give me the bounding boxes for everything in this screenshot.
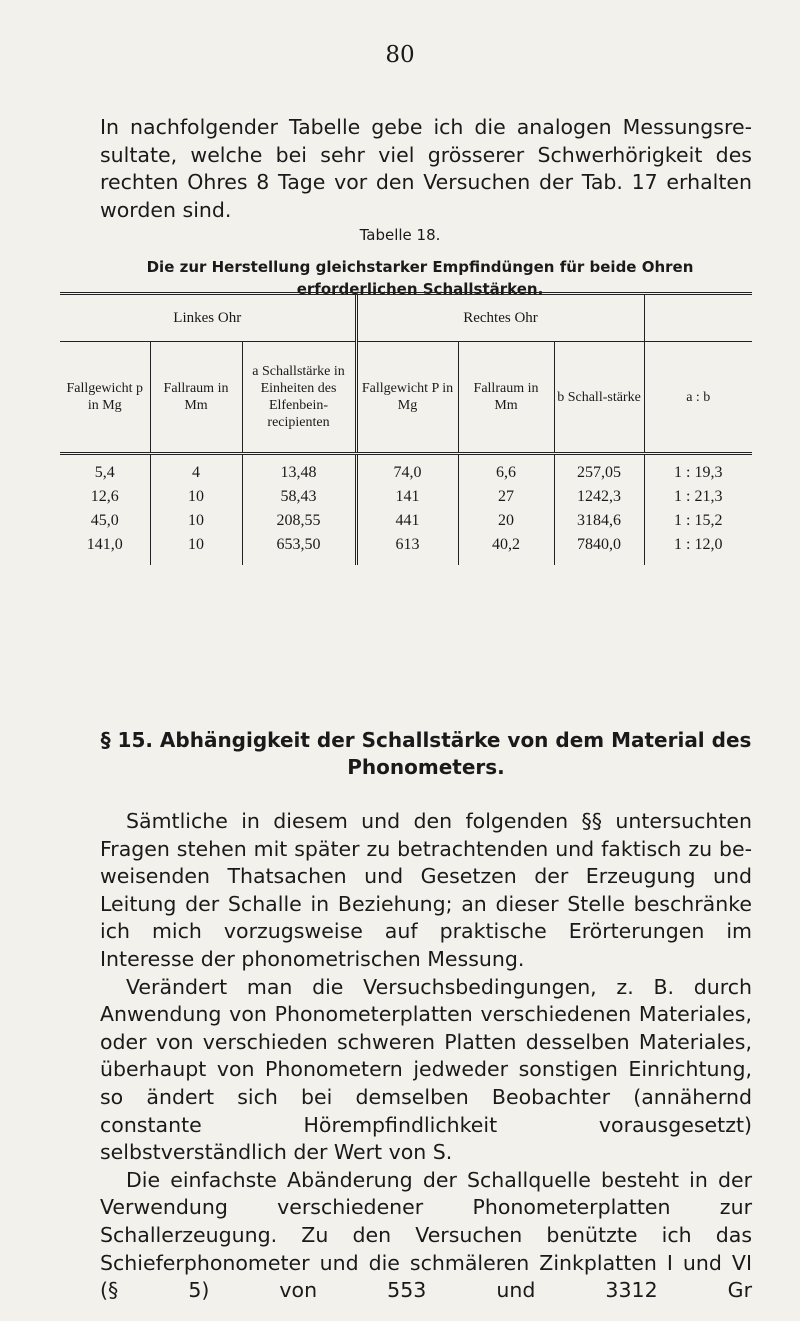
body-paragraph: Verändert man die Versuchsbedingungen, z. B. durch Anwendung von Phonometerplatten verschiedenen Materiales, oder von verschieden schweren Platten desselben Materiales, überhaupt von Phonometern jedweder sonstigen Einrichtung, so ändert sich bei demselben Beobachter (annähernd constante Hörempfindlichkeit vorausgesetzt) selbstverständlich der Wert von S.	[100, 974, 752, 1165]
table-cell: 257,05	[554, 454, 644, 486]
data-table	[60, 292, 752, 565]
body-paragraph: Sämtliche in diesem und den folgenden §§ untersuchten Fragen stehen mit später zu betrachtenden und faktisch zu beweisenden Thatsachen und Gesetzen der Erzeugung und Leitung der Schalle in Beziehung; an dieser Stelle beschränke ich mich vorzugsweise auf praktische Erörterungen im Interesse der phonometrischen Messung.	[100, 809, 752, 971]
column-header: a Schallstärke in Einheiten des Elfenbein-recipienten	[242, 342, 356, 454]
table-caption: Die zur Herstellung gleichstarker Empfindüngen für beide Ohren erforderlichen Schallstärken.	[146, 258, 694, 298]
table-cell: 74,0	[356, 454, 458, 486]
table-cell: 1 : 21,3	[644, 485, 752, 509]
table-cell: 1242,3	[554, 485, 644, 509]
table-cell: 10	[150, 485, 242, 509]
column-header: a : b	[644, 342, 752, 454]
table-cell: 1 : 12,0	[644, 533, 752, 565]
page-number: 80	[385, 42, 415, 68]
column-header: Fallraum in Mm	[458, 342, 554, 454]
table-cell: 1 : 19,3	[644, 454, 752, 486]
table-cell: 653,50	[242, 533, 356, 565]
table-row	[60, 509, 752, 533]
column-header: b Schall-stärke	[554, 342, 644, 454]
table-cell: 45,0	[90, 512, 119, 529]
section-heading: § 15. Abhängigkeit der Schallstärke von dem Material des Phonometers.	[100, 728, 752, 779]
table-cell: 6,6	[458, 454, 554, 486]
table-cell: 58,43	[242, 485, 356, 509]
table-cell: 20	[458, 509, 554, 533]
table-cell: 613	[356, 533, 458, 565]
table-cell: 13,48	[242, 454, 356, 486]
table-label: Tabelle 18.	[359, 226, 441, 244]
group-header-empty	[644, 294, 752, 342]
table-cell: 3184,6	[554, 509, 644, 533]
column-header: Fallgewicht P in Mg	[356, 342, 458, 454]
table-row	[60, 533, 752, 565]
table-cell: 5,4	[94, 464, 115, 481]
table-cell: 441	[356, 509, 458, 533]
table-row	[60, 485, 752, 509]
table-cell: 7840,0	[554, 533, 644, 565]
table-cell: 40,2	[458, 533, 554, 565]
table-row	[60, 454, 752, 486]
group-header-left-ear: Linkes Ohr	[60, 294, 356, 342]
table-cell: 4	[150, 454, 242, 486]
data-table-container	[60, 292, 752, 565]
table-cell: 12,6	[90, 488, 119, 505]
table-cell: 1 : 15,2	[644, 509, 752, 533]
table-cell: 141	[356, 485, 458, 509]
table-group-header-row	[60, 294, 752, 342]
body-text	[100, 808, 752, 1305]
table-cell: 141,0	[86, 536, 123, 553]
column-header: Fallraum in Mm	[150, 342, 242, 454]
column-header: Fallgewicht p in Mg	[60, 342, 150, 454]
table-cell: 27	[458, 485, 554, 509]
body-paragraph: Die einfachste Abänderung der Schallquelle besteht in der Verwendung verschiedener Phonometerplatten zur Schallerzeugung. Zu den Versuchen benützte ich das Schieferphonometer und die schmäleren Zinkplatten I und VI (§ 5) von 553 und 3312 Gr	[100, 1167, 752, 1303]
table-column-header-row	[60, 342, 752, 454]
intro-paragraph: In nachfolgender Tabelle gebe ich die analogen Messungsresultate, welche bei sehr viel grösserer Schwerhörigkeit des rechten Ohres 8 Tage vor den Versuchen der Tab. 17 erhalten worden sind.	[100, 115, 752, 222]
table-cell: 208,55	[242, 509, 356, 533]
table-cell: 10	[150, 509, 242, 533]
group-header-right-ear: Rechtes Ohr	[356, 294, 644, 342]
table-cell: 10	[150, 533, 242, 565]
